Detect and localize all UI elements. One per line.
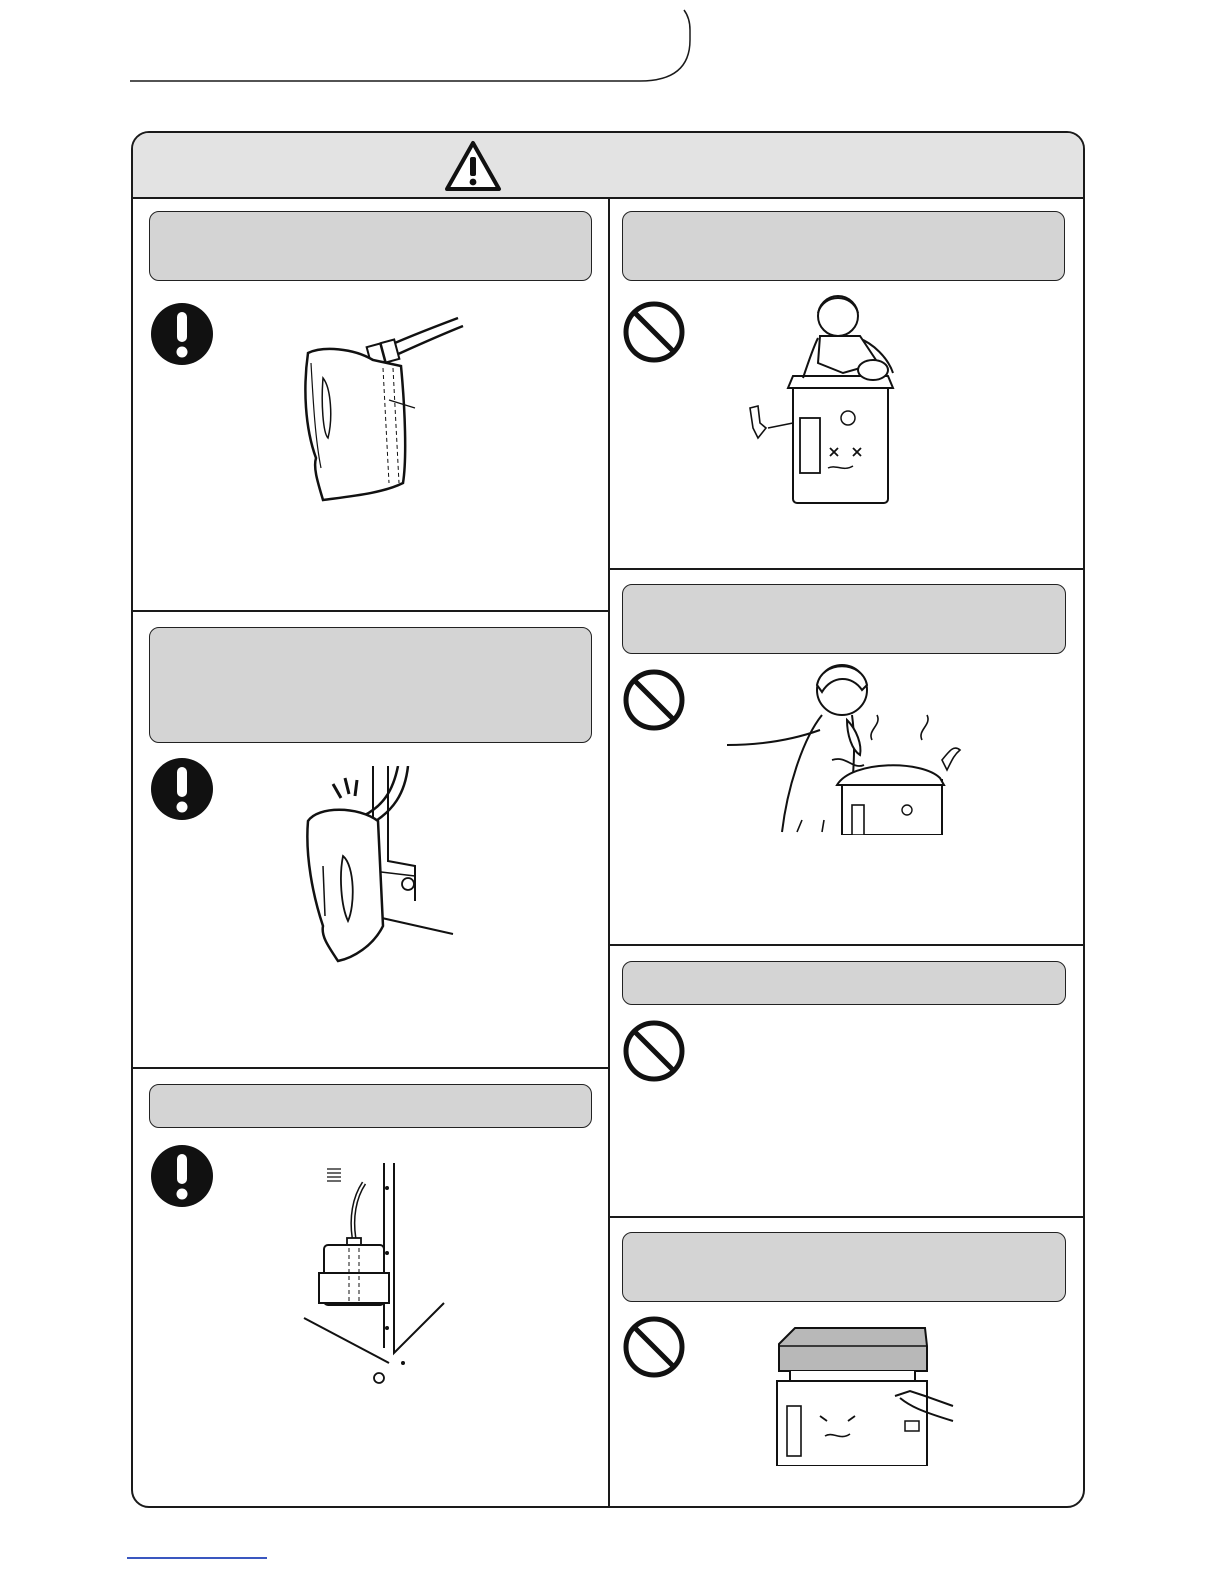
drain-bag-hose-illustration [283,308,473,508]
page-tab-outline [0,0,1224,100]
right-divider-2 [610,944,1083,946]
footer-link-underline [127,1557,267,1559]
left-section-1-title [149,211,592,281]
right-divider-3 [610,1216,1083,1218]
prohibited-icon [622,300,686,364]
panel-header [133,133,1083,199]
left-section-3-title [149,1084,592,1128]
left-section-2-title [149,627,592,743]
child-climbing-illustration [748,288,908,518]
right-section-3-title [622,961,1066,1005]
right-section-1-title [622,211,1065,281]
left-divider-2 [133,1067,608,1069]
caution-panel [131,131,1085,1508]
prohibited-icon [622,668,686,732]
lid-hand-pinch-illustration [775,1326,955,1466]
steam-face-illustration [722,660,962,835]
mandatory-icon [150,1144,214,1208]
left-divider-1 [133,610,608,612]
water-bottle-illustration [299,1163,449,1393]
mandatory-icon [150,757,214,821]
right-section-2-title [622,584,1066,654]
hose-kink-illustration [293,766,463,966]
column-divider [608,197,610,1506]
mandatory-icon [150,302,214,366]
prohibited-icon [622,1019,686,1083]
right-divider-1 [610,568,1083,570]
prohibited-icon [622,1315,686,1379]
warning-triangle-icon [444,140,502,192]
right-section-4-title [622,1232,1066,1302]
